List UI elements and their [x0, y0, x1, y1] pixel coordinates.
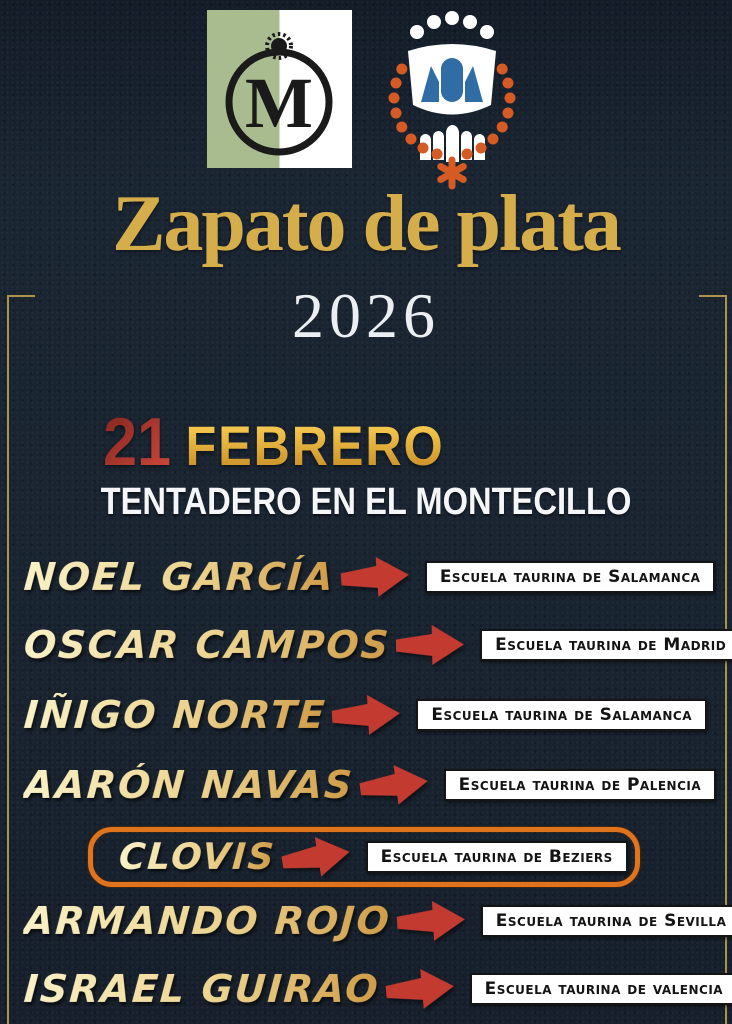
- participant-name: OSCAR CAMPOS: [22, 623, 392, 667]
- poster-year: 2026: [292, 280, 440, 351]
- school-label: Escuela taurina de valencia: [484, 979, 724, 999]
- venue-title: TENTADERO EN EL MONTECILLO: [100, 481, 632, 523]
- participant-row: [24, 689, 692, 741]
- poster-title: Zapato de plata: [112, 180, 620, 268]
- date-day: 21: [103, 404, 172, 480]
- arrow-right-icon: [396, 898, 468, 944]
- event-date: [103, 404, 445, 480]
- school-box: [444, 769, 717, 801]
- date-month: FEBRERO: [185, 414, 445, 477]
- school-box: [416, 699, 707, 731]
- school-label: Escuela taurina de Beziers: [380, 847, 613, 867]
- crest-white-arches: [420, 125, 485, 162]
- school-label: Escuela taurina de Madrid: [495, 635, 727, 655]
- participant-name: CLOVIS: [117, 836, 278, 878]
- school-label: Escuela taurina de Salamanca: [439, 567, 701, 587]
- participant-name: ISRAEL GUIRAO: [22, 967, 382, 1011]
- arrow-right-icon: [279, 831, 355, 883]
- participant-name: ARMANDO ROJO: [22, 899, 393, 943]
- participant-row: [22, 551, 701, 603]
- participant-name: IÑIGO NORTE: [22, 693, 328, 737]
- arrow-right-icon: [339, 554, 412, 601]
- school-box: [470, 973, 732, 1005]
- school-label: Escuela taurina de Sevilla: [495, 911, 727, 931]
- school-box: [425, 561, 716, 593]
- participant-name: NOEL GARCÍA: [22, 555, 337, 599]
- participant-row: [22, 963, 724, 1015]
- participant-row: [22, 619, 727, 671]
- school-box: [366, 841, 628, 873]
- participant-name: AARÓN NAVAS: [22, 763, 356, 807]
- school-box: [481, 905, 732, 937]
- monogram-logo: [207, 10, 352, 168]
- school-box: [480, 629, 732, 661]
- participant-row: [22, 759, 702, 811]
- monogram-letter-m: M: [245, 63, 313, 143]
- crest-top-dots: [410, 11, 494, 39]
- school-label: Escuela taurina de Palencia: [458, 775, 702, 795]
- school-label: Escuela taurina de Salamanca: [431, 705, 692, 725]
- arrow-right-icon: [384, 965, 457, 1013]
- participant-row: [22, 895, 727, 947]
- crest-logo: [372, 8, 532, 190]
- arrow-right-icon: [357, 760, 432, 810]
- participant-row-highlighted: [88, 827, 640, 887]
- logo-strip: [0, 8, 732, 188]
- arrow-right-icon: [331, 692, 403, 738]
- arrow-right-icon: [396, 623, 467, 666]
